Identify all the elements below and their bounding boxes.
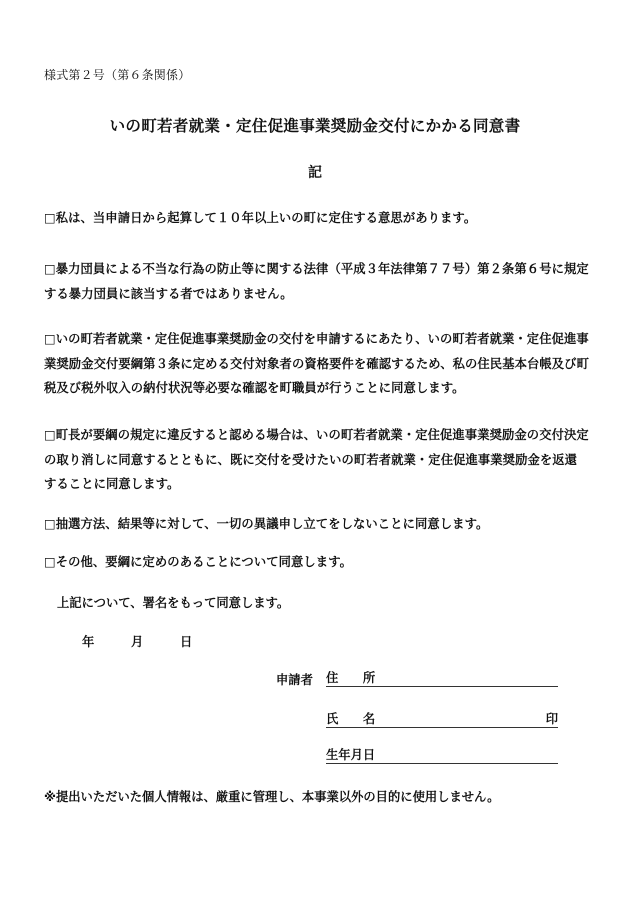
address-field[interactable] — [326, 668, 558, 687]
document-title: いの町若者就業・定住促進事業奨励金交付にかかる同意書 — [109, 117, 521, 135]
birthdate-label: 生年月日 — [326, 748, 376, 762]
applicant-label: 申請者 — [276, 673, 313, 687]
clause-refund-agreement: □町長が要綱の規定に違反すると認める場合は、いの町若者就業・定住促進事業奨励金の交付決定の取り消しに同意するとともに、既に交付を受けたいの町若者就業・定住促進事業奨励金を返還することに同意します。 — [44, 428, 589, 491]
clause-not-gang-member: □暴力団員による不当な行為の防止等に関する法律（平成３年法律第７７号）第２条第６号に規定する暴力団員に該当する者ではありません。 — [44, 262, 589, 301]
seal-mark: 印 — [545, 712, 558, 726]
clause-residence-intent: □私は、当申請日から起算して１０年以上いの町に定住する意思があります。 — [44, 211, 477, 225]
form-number: 様式第２号（第６条関係） — [44, 68, 191, 82]
date-day-label: 日 — [180, 635, 193, 649]
date-year-label: 年 — [82, 635, 95, 649]
birthdate-field[interactable] — [326, 745, 558, 764]
date-month-label: 月 — [131, 635, 144, 649]
name-label: 氏 名 — [326, 712, 376, 726]
clause-lottery-no-objection: □抽選方法、結果等に対して、一切の異議申し立てをしないことに同意します。 — [44, 517, 489, 531]
privacy-note: ※提出いただいた個人情報は、厳重に管理し、本事業以外の目的に使用しません。 — [44, 790, 500, 804]
address-label: 住 所 — [326, 671, 376, 685]
agreement-statement: 上記について、署名をもって同意します。 — [57, 596, 290, 610]
name-field[interactable] — [326, 709, 558, 728]
ki-heading: 記 — [308, 165, 322, 181]
clause-other-rules: □その他、要綱に定めのあることについて同意します。 — [44, 555, 353, 569]
clause-eligibility-check: □いの町若者就業・定住促進事業奨励金の交付を申請するにあたり、いの町若者就業・定住促進事業奨励金交付要綱第３条に定める交付対象者の資格要件を確認するため、私の住民基本台帳及び町税及び税外収入の納付状況等必要な確認を町職員が行うことに同意します。 — [44, 332, 589, 395]
